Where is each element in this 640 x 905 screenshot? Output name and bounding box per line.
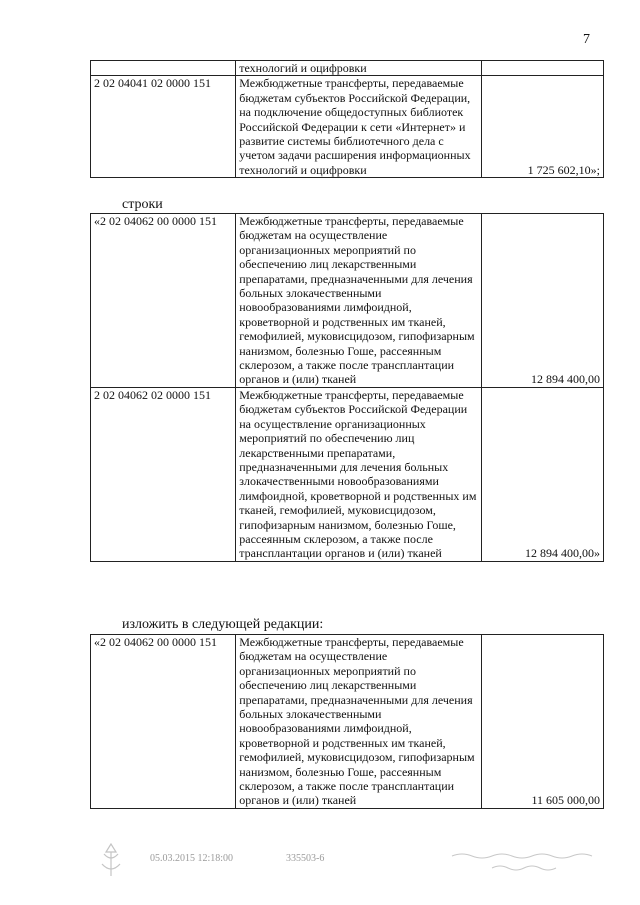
budget-code: 2 02 04062 02 0000 151 <box>91 387 236 561</box>
table-row <box>91 214 604 388</box>
table-row <box>91 387 604 561</box>
table-row <box>91 635 604 809</box>
budget-description: технологий и оцифровки <box>236 61 482 76</box>
budget-description: Межбюджетные трансферты, передаваемые бюджетам на осуществление организационных мероприятий по обеспечению лиц лекарственными препаратами, предназначенными для лечения больных злокачественными новообразованиями лимфоидной, кроветворной и родственных им тканей, гемофилией, муковисцидозом, гипофизарным нанизмом, болезнью Гоше, рассеянным склерозом, а также после трансплантации органов и (или) тканей <box>236 214 482 388</box>
budget-amount: 1 725 602,10»; <box>482 76 604 178</box>
budget-table-top <box>90 60 604 178</box>
footer-timestamp: 05.03.2015 12:18:00 <box>150 853 234 864</box>
budget-code <box>91 61 236 76</box>
budget-amount: 12 894 400,00» <box>482 387 604 561</box>
budget-code: 2 02 04041 02 0000 151 <box>91 76 236 178</box>
budget-description: Межбюджетные трансферты, передаваемые бюджетам субъектов Российской Федерации, на подключение общедоступных библиотек Российской Федерации к сети «Интернет» и развитие системы библиотечного дела с учетом задачи расширения информационных технологий и оцифровки <box>236 76 482 178</box>
electronic-signature-stamp <box>448 848 608 874</box>
budget-amount: 12 894 400,00 <box>482 214 604 388</box>
table-row <box>91 61 604 76</box>
budget-amount <box>482 61 604 76</box>
budget-description: Межбюджетные трансферты, передаваемые бюджетам субъектов Российской Федерации на осуществление организационных мероприятий по обеспечению лиц лекарственными препаратами, предназначенными для лечения больных злокачественными новообразованиями лимфоидной, кроветворной и родственных им тканей, гемофилией, муковисцидозом, гипофизарным нанизмом, болезнью Гоше, рассеянным склерозом, а также после трансплантации органов и (или) тканей <box>236 387 482 561</box>
budget-code: «2 02 04062 00 0000 151 <box>91 635 236 809</box>
page-number: 7 <box>583 32 590 47</box>
budget-amount: 11 605 000,00 <box>482 635 604 809</box>
caption-new-edition: изложить в следующей редакции: <box>122 617 324 632</box>
caption-rows: строки <box>122 197 163 212</box>
budget-table-bottom <box>90 634 604 809</box>
footer-doc-id: 335503-6 <box>286 853 325 864</box>
budget-table-middle <box>90 213 604 562</box>
budget-code: «2 02 04062 00 0000 151 <box>91 214 236 388</box>
table-row <box>91 76 604 178</box>
budget-description: Межбюджетные трансферты, передаваемые бюджетам на осуществление организационных мероприятий по обеспечению лиц лекарственными препаратами, предназначенными для лечения больных злокачественными новообразованиями лимфоидной, кроветворной и родственных им тканей, гемофилией, муковисцидозом, гипофизарным нанизмом, болезнью Гоше, рассеянным склерозом, а также после трансплантации органов и (или) тканей <box>236 635 482 809</box>
emblem-seal-icon <box>96 840 126 880</box>
